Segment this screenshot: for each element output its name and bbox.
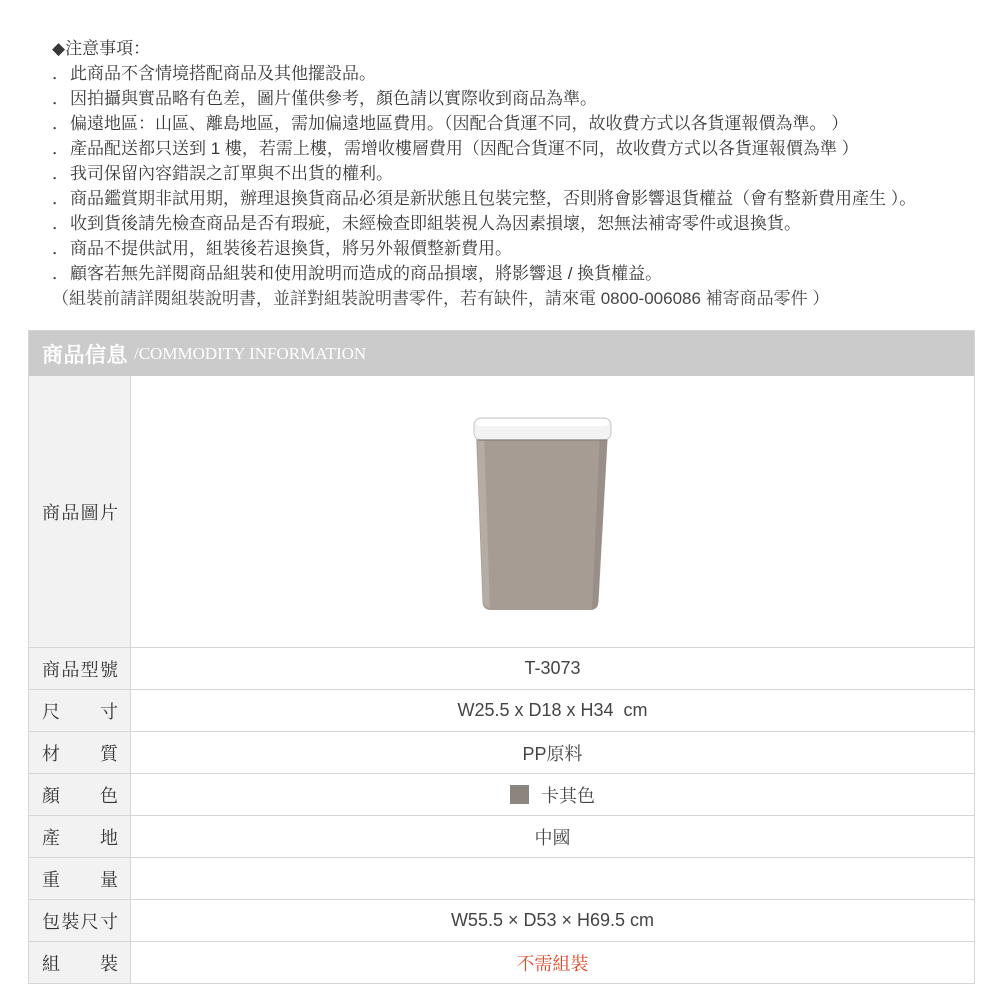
label-cell [29,732,131,773]
label-cell [29,858,131,899]
color-value: 卡其色 [541,785,595,806]
notice-heading: ◆注意事項： [52,39,151,58]
weight-label: 重量 [42,869,118,890]
notice-footer: （組裝前請詳閱組裝說明書，並詳對組裝說明書零件，若有缺件，請來電 0800-006086 補寄商品零件 ） [52,289,830,308]
size-label: 尺寸 [42,701,118,722]
package-size-value: W55.5 × D53 × H69.5 cm [450,910,655,930]
bullet: ． [52,264,69,283]
notice-item [52,236,916,261]
bullet: ． [52,189,69,208]
color-swatch [510,785,529,804]
notice-text: 商品鑑賞期非試用期，辦理退換貨商品必須是新狀態且包裝完整，否則將會影響退貨權益（會有整新費用產生 ）。 [70,189,917,208]
notice-text: 商品不提供試用，組裝後若退換貨，將另外報價整新費用。 [70,239,512,258]
material-value: PP原料 [522,743,583,764]
weight-value [131,858,974,899]
notice-text: 偏遠地區：山區、離島地區，需加偏遠地區費用。（因配合貨運不同，故收費方式以各貨運報價為準。 ） [70,114,849,133]
assembly-label: 組裝 [42,953,118,974]
label-cell [29,942,131,983]
model-value: T-3073 [524,658,581,678]
bullet: ． [52,139,69,158]
label-cell [29,774,131,815]
row-material [29,731,974,773]
notice-text: 產品配送都只送到 1 樓，若需上樓，需增收樓層費用（因配合貨運不同，故收費方式以各貨運報價為準 ） [70,139,859,158]
trash-can-lid-top [476,419,609,426]
notice-text: 此商品不含情境搭配商品及其他擺設品。 [70,64,376,83]
notice-item [52,261,916,286]
label-cell [29,648,131,689]
notice-item [52,211,916,236]
label-cell [29,376,131,647]
trash-can-body [476,427,608,610]
bullet: ． [52,164,69,183]
notice-item [52,161,916,186]
origin-value: 中國 [534,827,571,848]
label-cell [29,690,131,731]
notice-item [52,86,916,111]
notice-section [52,36,916,311]
assembly-value: 不需組裝 [516,953,589,974]
color-value-cell [131,774,974,815]
notice-text: 因拍攝與實品略有色差，圖片僅供參考，顏色請以實際收到商品為準。 [70,89,597,108]
material-label: 材質 [42,743,118,764]
notice-item [52,111,916,136]
notice-text: 顧客若無先詳閱商品組裝和使用說明而造成的商品損壞，將影響退 / 換貨權益。 [70,264,663,283]
row-origin [29,815,974,857]
model-label: 商品型號 [42,659,118,680]
notice-item [52,136,916,161]
notice-text: 收到貨後請先檢查商品是否有瑕疵，未經檢查即組裝視人為因素損壞，恕無法補寄零件或退換貨。 [70,214,801,233]
row-size [29,689,974,731]
info-title: 商品信息 [42,343,128,367]
notice-text: 我司保留內容錯誤之訂單與不出貨的權利。 [70,164,393,183]
row-package-size [29,899,974,941]
row-assembly [29,941,974,983]
row-weight [29,857,974,899]
origin-label: 產地 [42,827,118,848]
bullet: ． [52,214,69,233]
bullet: ． [52,89,69,108]
bullet: ． [52,114,69,133]
info-subtitle: /COMMODITY INFORMATION [134,343,367,363]
product-image-cell [131,376,974,647]
product-info-table [28,330,975,984]
product-image [472,417,614,613]
row-color [29,773,974,815]
label-cell [29,816,131,857]
row-model [29,647,974,689]
notice-item [52,61,916,86]
bullet: ． [52,239,69,258]
info-header [29,331,974,376]
label-cell [29,900,131,941]
bullet: ． [52,64,69,83]
package-size-label: 包裝尺寸 [42,911,118,932]
color-label: 顏色 [42,785,118,806]
row-product-image [29,376,974,647]
notice-item [52,186,916,211]
size-value: W25.5 x D18 x H34 cm [457,700,648,720]
product-image-label: 商品圖片 [42,502,118,523]
